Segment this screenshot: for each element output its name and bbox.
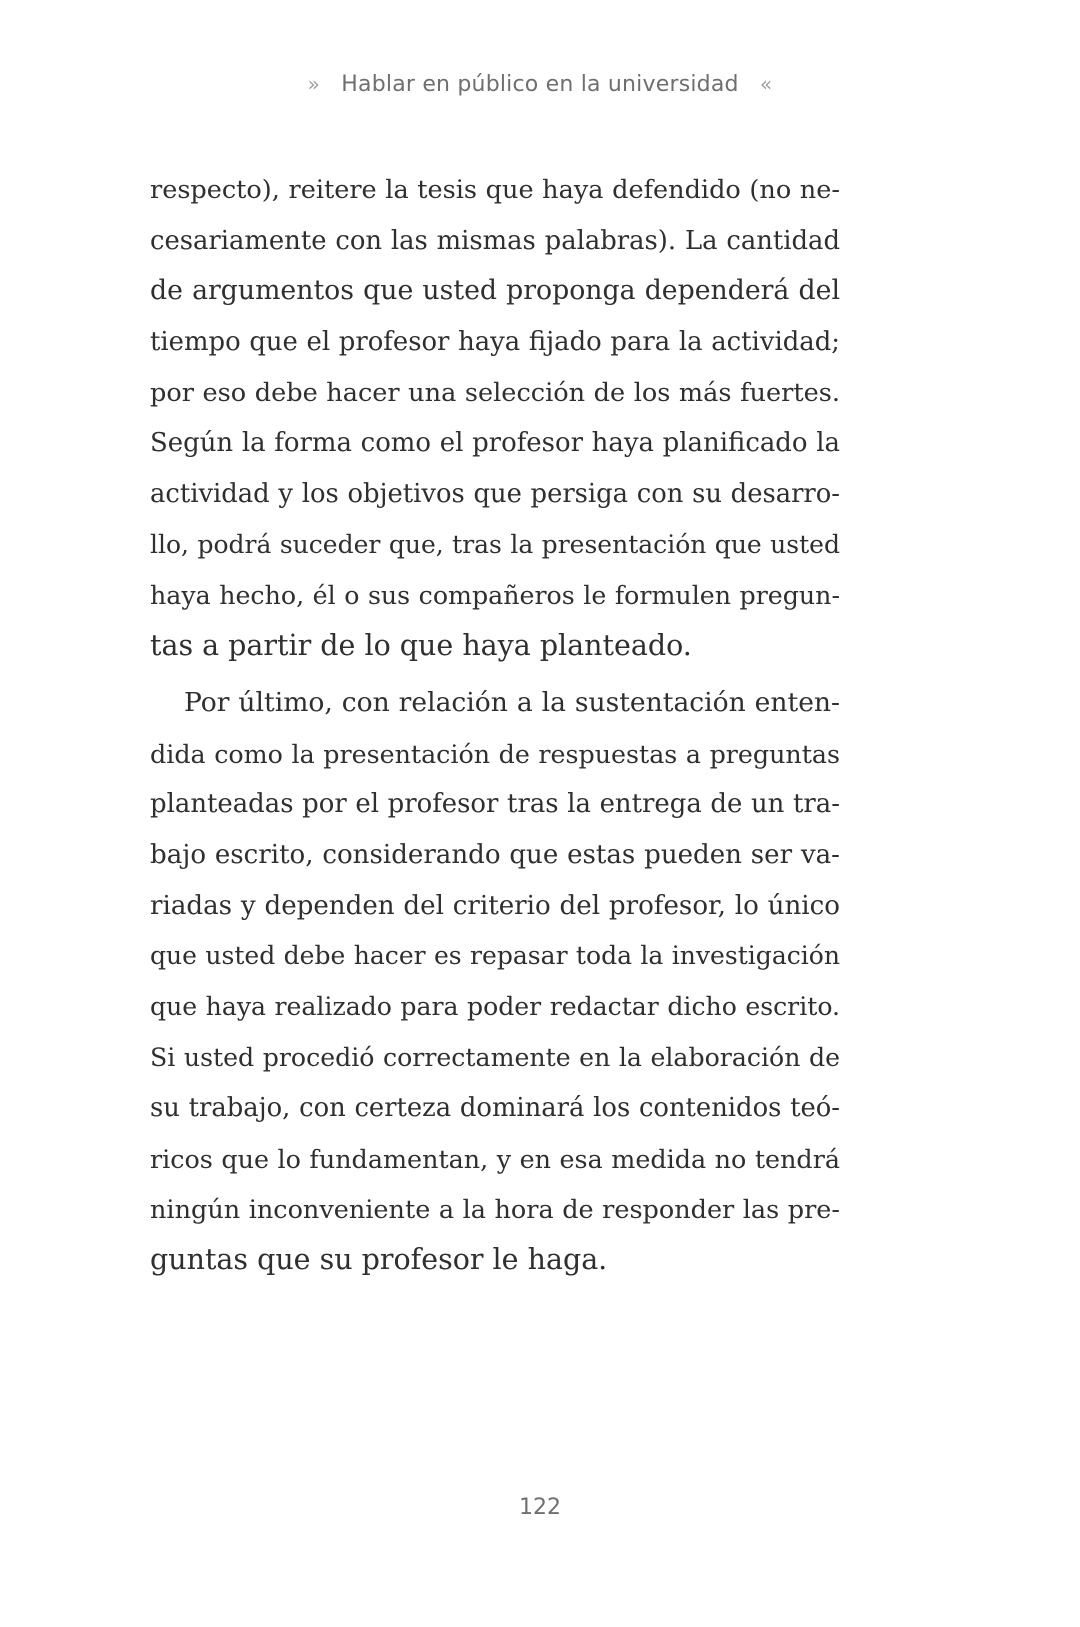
- text-line: llo, podrá suceder que, tras la presentación que usted: [150, 529, 840, 559]
- close-quote-mark: «: [759, 72, 773, 96]
- text-line: planteadas por el profesor tras la entrega de un tra-: [150, 789, 840, 820]
- text-line: que usted debe hacer es repasar toda la investigación: [150, 941, 840, 971]
- running-header-title: Hablar en público en la universidad: [341, 72, 739, 97]
- text-line: riadas y dependen del criterio del profesor, lo único: [150, 890, 840, 921]
- text-line: ningún inconveniente a la hora de responder las pre-: [150, 1194, 840, 1225]
- text-line: respecto), reitere la tesis que haya defendido (no ne-: [150, 175, 840, 205]
- text-line: por eso debe hacer una selección de los más fuertes.: [150, 377, 840, 408]
- text-line: guntas que su profesor le haga.: [150, 1243, 608, 1277]
- paragraph-1: [150, 165, 840, 672]
- running-header: [0, 72, 1080, 97]
- text-line: tiempo que el profesor haya fijado para la actividad;: [150, 327, 840, 358]
- paragraph-2: [150, 678, 840, 1286]
- text-line: Por último, con relación a la sustentación enten-: [184, 686, 840, 718]
- body-text: [150, 165, 840, 1286]
- text-line: Según la forma como el profesor haya planificado la: [150, 428, 840, 459]
- text-line: bajo escrito, considerando que estas pueden ser va-: [150, 839, 840, 870]
- text-line: haya hecho, él o sus compañeros le formulen pregun-: [150, 580, 840, 610]
- text-line: actividad y los objetivos que persiga con su desarro-: [150, 479, 840, 510]
- open-quote-mark: »: [307, 72, 321, 96]
- text-line: de argumentos que usted proponga dependerá del: [150, 275, 840, 307]
- text-line: tas a partir de lo que haya planteado.: [150, 629, 692, 663]
- text-line: dida como la presentación de respuestas a preguntas: [150, 738, 840, 769]
- text-line: ricos que lo fundamentan, y en esa medida no tendrá: [150, 1144, 840, 1175]
- text-line: Si usted procedió correctamente en la elaboración de: [150, 1042, 840, 1072]
- text-line: su trabajo, con certeza dominará los contenidos teó-: [150, 1093, 840, 1124]
- text-line: que haya realizado para poder redactar dicho escrito.: [150, 992, 840, 1021]
- text-line: cesariamente con las mismas palabras). La cantidad: [150, 225, 840, 256]
- page-number: 122: [519, 1495, 561, 1520]
